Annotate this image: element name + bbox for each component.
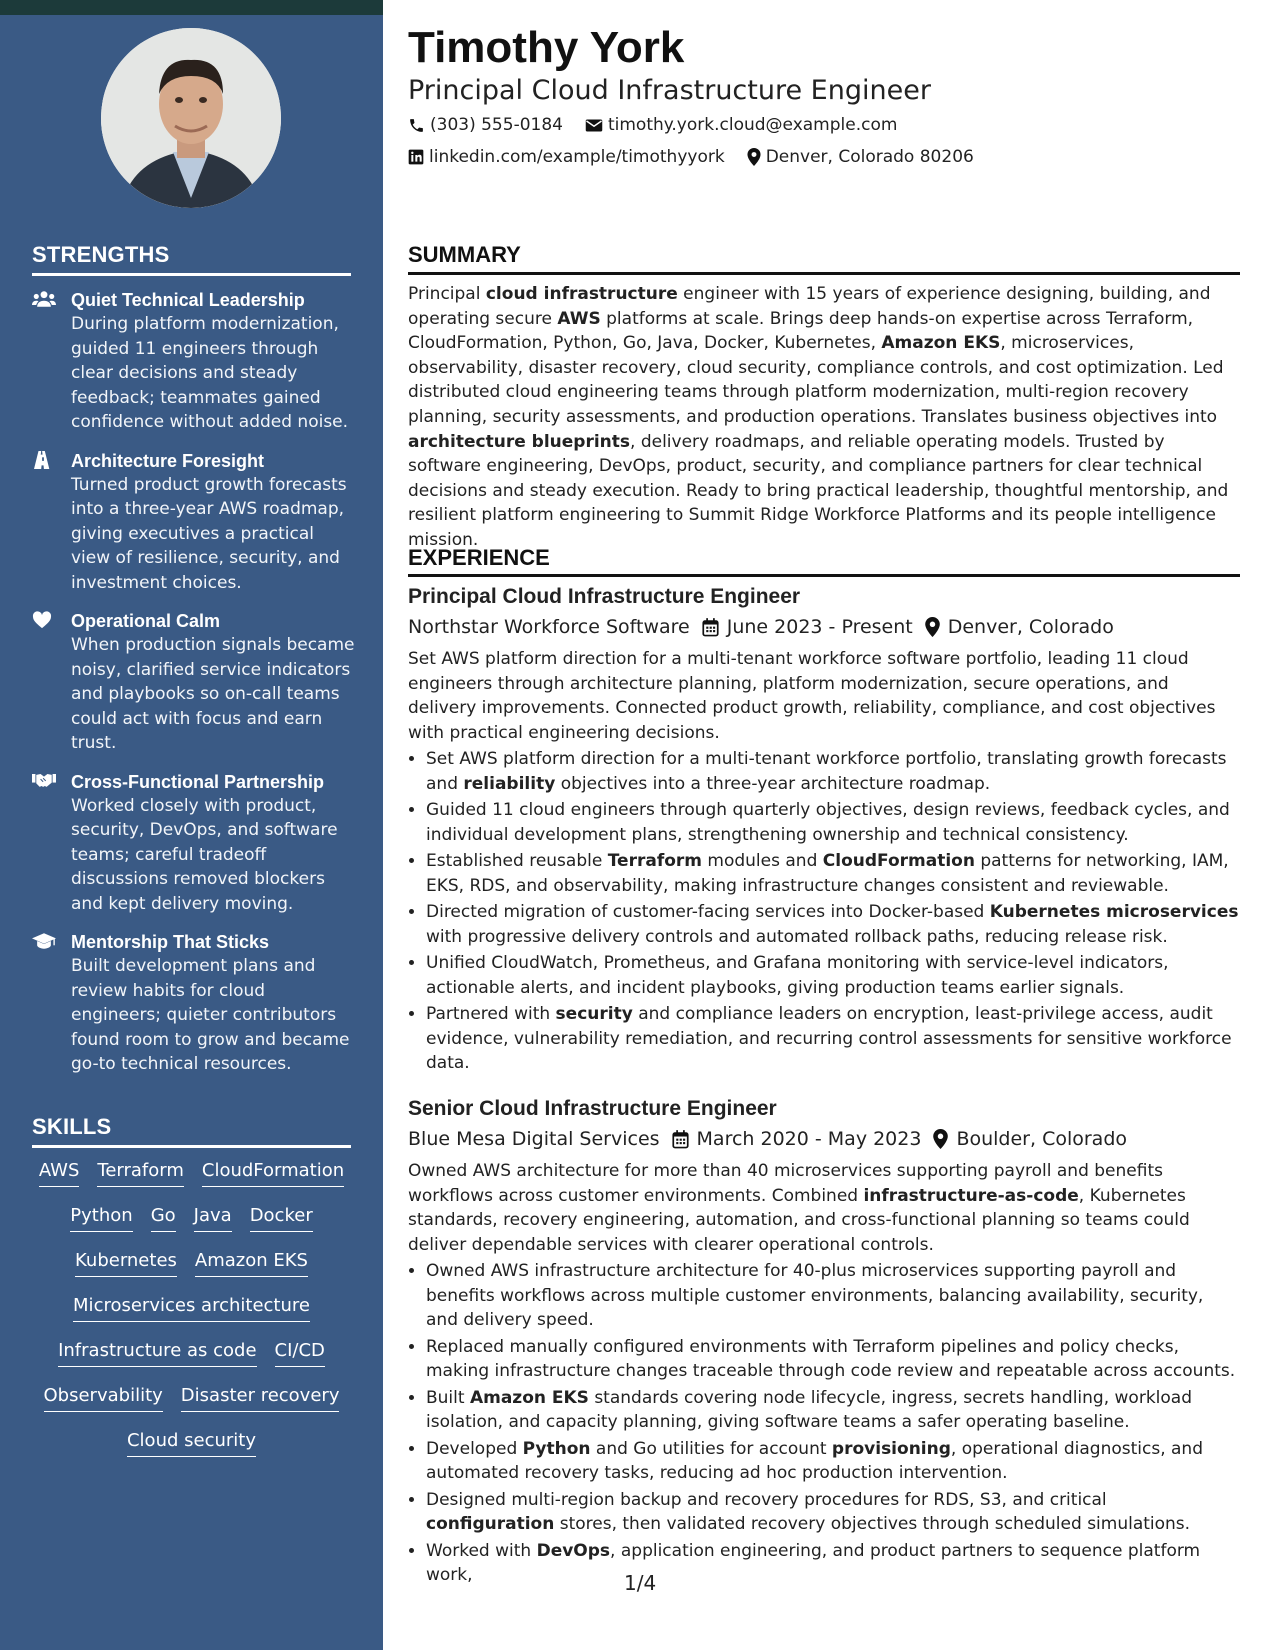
job-bullets xyxy=(408,747,1240,1076)
bullet-item: • Set AWS platform direction for a multi-tenant workforce portfolio, translating growth forecasts and reliability objectives into a three-year architecture roadmap. xyxy=(426,747,1240,796)
job-meta xyxy=(408,613,1240,641)
skill-tag: Infrastructure as code xyxy=(58,1338,256,1367)
map-pin-icon xyxy=(925,617,940,637)
strength-description: When production signals became noisy, clarified service indicators and playbooks so on-call teams could act with focus and earn trust. xyxy=(71,635,355,753)
skill-tag: CloudFormation xyxy=(202,1158,344,1187)
map-pin-icon xyxy=(747,148,761,166)
strength-description: Worked closely with product, security, DevOps, and software teams; careful tradeoff discussions removed blockers and kept delivery moving. xyxy=(71,795,338,914)
experience-rule xyxy=(408,574,1240,577)
bullet-item: • Replaced manually configured environments with Terraform pipelines and policy checks, making infrastructure changes traceable through code review and repeatable across accounts. xyxy=(426,1335,1240,1384)
skill-tag: Docker xyxy=(250,1203,313,1232)
contact-row-1 xyxy=(408,113,919,137)
skill-tag: Go xyxy=(151,1203,176,1232)
bullet-item: • Established reusable Terraform modules and CloudFormation patterns for networking, IAM, EKS, RDS, and observability, making infrastructure changes consistent and reviewable. xyxy=(426,849,1240,898)
job-title: Principal Cloud Infrastructure Engineer xyxy=(408,585,801,608)
job-bullets xyxy=(408,1259,1240,1588)
skill-row xyxy=(32,1338,351,1383)
strength-title: Architecture Foresight xyxy=(71,450,265,471)
summary-rule xyxy=(408,272,1240,275)
skills-title: SKILLS xyxy=(32,1114,112,1139)
company-name: Blue Mesa Digital Services xyxy=(408,1128,660,1150)
strengths-list xyxy=(32,288,357,1091)
job-description: Owned AWS architecture for more than 40 microservices supporting payroll and benefits workflows across customer environments. Combined infrastructure-as-code, Kubernetes standards, recovery engineering, automation, and cross-functional planning so teams could deliver dependable services with clearer operational controls. xyxy=(408,1161,1190,1255)
bullet-item: • Unified CloudWatch, Prometheus, and Grafana monitoring with service-level indicators, actionable alerts, and incident playbooks, giving production teams earlier signals. xyxy=(426,951,1240,1000)
skill-row xyxy=(32,1248,351,1293)
road-icon xyxy=(32,451,56,471)
strength-item xyxy=(32,609,357,756)
skill-row xyxy=(32,1383,351,1428)
skills-rule xyxy=(32,1145,351,1148)
graduation-cap-icon xyxy=(32,932,56,952)
linkedin-item xyxy=(408,145,725,169)
summary-text: Principal cloud infrastructure engineer with 15 years of experience designing, building, and operating secure AWS platforms at scale. Brings deep hands-on expertise across Terraform, CloudFormation, Python, Go, Java, Docker, Kubernetes, Amazon EKS, microservices, observability, disaster recovery, cloud security, compliance controls, and cost optimization. Led distributed cloud engineering teams through platform modernization, multi-region recovery planning, security assessments, and production operations. Translates business objectives into architecture blueprints, delivery roadmaps, and reliable operating models. Trusted by software engineering, DevOps, product, security, and compliance partners for clear technical decisions and steady execution. Ready to bring practical leadership, thoughtful mentorship, and resilient platform engineering to Summit Ridge Workforce Platforms and its people intelligence mission. xyxy=(408,284,1229,550)
strength-item xyxy=(32,930,357,1077)
bullet-item: • Partnered with security and compliance leaders on encryption, least-privilege access, audit evidence, vulnerability remediation, and recurring control assessments for sensitive workforce data. xyxy=(426,1002,1240,1076)
skill-tag: Java xyxy=(194,1203,232,1232)
strength-description: During platform modernization, guided 11 engineers through clear decisions and steady feedback; teammates gained confidence without added noise. xyxy=(71,314,349,432)
location-text: Denver, Colorado 80206 xyxy=(765,147,974,167)
skill-tag: Amazon EKS xyxy=(195,1248,308,1277)
candidate-name: Timothy York xyxy=(408,23,685,72)
job-location: Boulder, Colorado xyxy=(956,1128,1128,1150)
strength-title: Operational Calm xyxy=(71,611,221,631)
bullet-item: • Built Amazon EKS standards covering node lifecycle, ingress, secrets handling, workload isolation, and capacity planning, giving software teams a safer operating baseline. xyxy=(426,1386,1240,1435)
skill-tag: Disaster recovery xyxy=(181,1383,340,1412)
job-dates: March 2020 - May 2023 xyxy=(696,1128,922,1150)
bullet-item: • Owned AWS infrastructure architecture for 40-plus microservices supporting payroll and benefits workflows across multiple customer environments, balancing availability, security, and delivery speed. xyxy=(426,1259,1240,1333)
skill-tag: Kubernetes xyxy=(75,1248,177,1277)
contact-row-2 xyxy=(408,145,996,169)
strength-description: Turned product growth forecasts into a three-year AWS roadmap, giving executives a practical view of resilience, security, and investment choices. xyxy=(71,474,347,593)
skills-list xyxy=(32,1158,351,1473)
skill-tag: AWS xyxy=(39,1158,80,1187)
skill-tag: Cloud security xyxy=(127,1428,256,1457)
job-entry xyxy=(408,1095,1240,1590)
company-name: Northstar Workforce Software xyxy=(408,616,690,638)
handshake-icon xyxy=(32,772,56,792)
phone-icon xyxy=(408,117,425,134)
calendar-icon xyxy=(702,618,719,637)
bullet-item: • Directed migration of customer-facing services into Docker-based Kubernetes microservices with progressive delivery controls and automated rollback paths, reducing release risk. xyxy=(426,900,1240,949)
email-item xyxy=(585,113,897,137)
calendar-icon xyxy=(672,1130,689,1149)
skill-tag: Microservices architecture xyxy=(73,1293,310,1322)
linkedin-icon xyxy=(408,149,424,165)
skill-tag: Observability xyxy=(44,1383,163,1412)
bullet-item: • Designed multi-region backup and recovery procedures for RDS, S3, and critical configuration stores, then validated recovery objectives through scheduled simulations. xyxy=(426,1488,1240,1537)
skill-tag: Terraform xyxy=(97,1158,184,1187)
sidebar xyxy=(0,0,383,1650)
skill-row xyxy=(32,1293,351,1338)
bullet-item: • Worked with DevOps, application engineering, and product partners to sequence platform work, xyxy=(426,1539,1240,1588)
job-title: Senior Cloud Infrastructure Engineer xyxy=(408,1097,777,1120)
skill-tag: Python xyxy=(70,1203,132,1232)
users-icon xyxy=(32,290,56,310)
email-address: timothy.york.cloud@example.com xyxy=(607,115,898,135)
summary-title: SUMMARY xyxy=(408,242,521,267)
strength-item xyxy=(32,288,357,435)
strength-title: Quiet Technical Leadership xyxy=(71,290,305,310)
page-number: 1/4 xyxy=(624,1571,657,1595)
profile-photo xyxy=(101,28,281,208)
strength-title: Cross-Functional Partnership xyxy=(71,771,325,792)
strength-item xyxy=(32,770,357,917)
bullet-item: • Developed Python and Go utilities for account provisioning, operational diagnostics, and automated recovery tasks, reducing ad hoc production intervention. xyxy=(426,1437,1240,1486)
job-meta xyxy=(408,1125,1240,1153)
sidebar-top-bar xyxy=(0,0,383,15)
strengths-rule xyxy=(32,273,351,276)
candidate-role: Principal Cloud Infrastructure Engineer xyxy=(408,75,931,106)
skill-row xyxy=(32,1428,351,1473)
job-dates: June 2023 - Present xyxy=(726,616,913,638)
skill-row xyxy=(32,1158,351,1203)
linkedin-url: linkedin.com/example/timothyyork xyxy=(429,147,725,167)
phone-number: (303) 555-0184 xyxy=(430,115,563,135)
skill-row xyxy=(32,1203,351,1248)
heart-icon xyxy=(32,611,56,631)
job-entry xyxy=(408,583,1240,1078)
strength-item xyxy=(32,449,357,596)
strengths-title: STRENGTHS xyxy=(32,242,170,267)
location-item xyxy=(747,145,974,169)
job-location: Denver, Colorado xyxy=(947,616,1114,638)
envelope-icon xyxy=(585,118,603,133)
skill-tag: CI/CD xyxy=(275,1338,325,1367)
experience-title: EXPERIENCE xyxy=(408,545,550,570)
strength-title: Mentorship That Sticks xyxy=(71,932,270,952)
strength-description: Built development plans and review habits for cloud engineers; quieter contributors found room to grow and became go-to technical resources. xyxy=(71,956,350,1074)
job-description: Set AWS platform direction for a multi-tenant workforce software portfolio, leading 11 cloud engineers through architecture planning, platform modernization, secure operations, and delivery improvements. Connected product growth, reliability, compliance, and cost objectives with practical engineering decisions. xyxy=(408,649,1216,743)
phone-item xyxy=(408,113,563,137)
bullet-item: • Guided 11 cloud engineers through quarterly objectives, design reviews, feedback cycles, and individual development plans, strengthening ownership and technical consistency. xyxy=(426,798,1240,847)
map-pin-icon xyxy=(933,1129,948,1149)
